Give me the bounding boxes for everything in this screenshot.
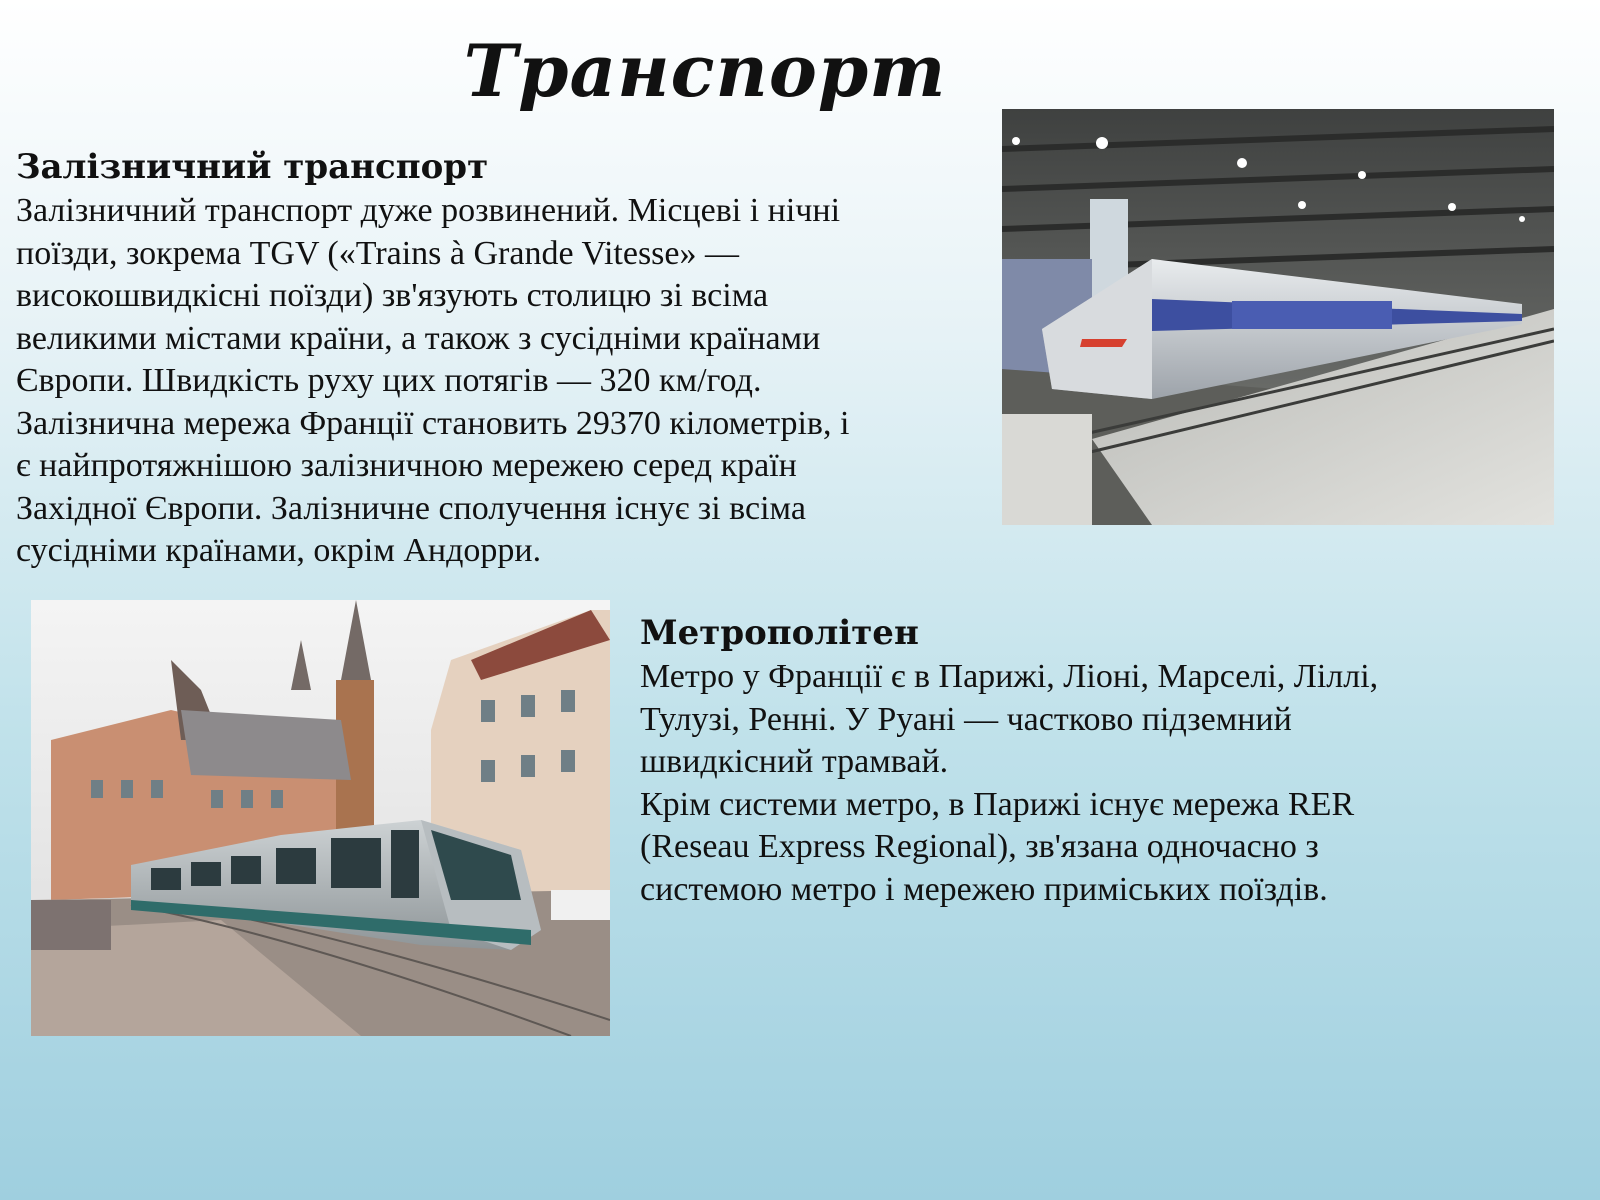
metro-text-line: Крім системи метро, в Парижі існує мережа RER [640, 785, 1355, 823]
metro-text-line: Тулузі, Ренні. У Руані — частково підземний [640, 700, 1292, 738]
railway-text-line: Західної Європи. Залізничне сполучення існує зі всіма [16, 489, 806, 527]
railway-text-line: поїзди, зокрема TGV («Trains à Grande Vitesse» — [16, 234, 739, 272]
railway-text-line: високошвидкісні поїзди) зв'язують столицю зі всіма [16, 277, 769, 314]
railway-text-line: Європи. Швидкість руху цих потягів — 320 км/год. [16, 362, 762, 399]
metro-text-line: системою метро і мережею приміських поїздів. [640, 870, 1328, 908]
metro-text-line: швидкісний трамвай. [640, 743, 949, 780]
metro-heading: Метрополітен [640, 613, 919, 653]
metro-text-line: Метро у Франції є в Парижі, Ліоні, Марселі, Ліллі, [640, 658, 1379, 695]
tram-street-photo [31, 600, 610, 1036]
railway-section [16, 146, 991, 573]
railway-text-line: Залізнична мережа Франції становить 29370 кілометрів, і [16, 404, 850, 442]
railway-text-line: сусідніми країнами, окрім Андорри. [16, 532, 542, 569]
railway-text-line: великими містами країни, а також з сусідніми країнами [16, 319, 821, 357]
railway-paragraph [16, 190, 991, 573]
page-title: Транспорт [463, 28, 947, 113]
railway-text-line: Залізничний транспорт дуже розвинений. Місцеві і нічні [16, 192, 841, 229]
tgv-train-photo [1002, 109, 1554, 525]
metro-paragraph [640, 656, 1520, 911]
railway-text-line: є найпротяжнішою залізничною мережею серед країн [16, 447, 797, 484]
metro-section [640, 612, 1520, 911]
railway-heading: Залізничний транспорт [16, 147, 489, 187]
metro-text-line: (Reseau Express Regional), зв'язана одночасно з [640, 828, 1319, 865]
